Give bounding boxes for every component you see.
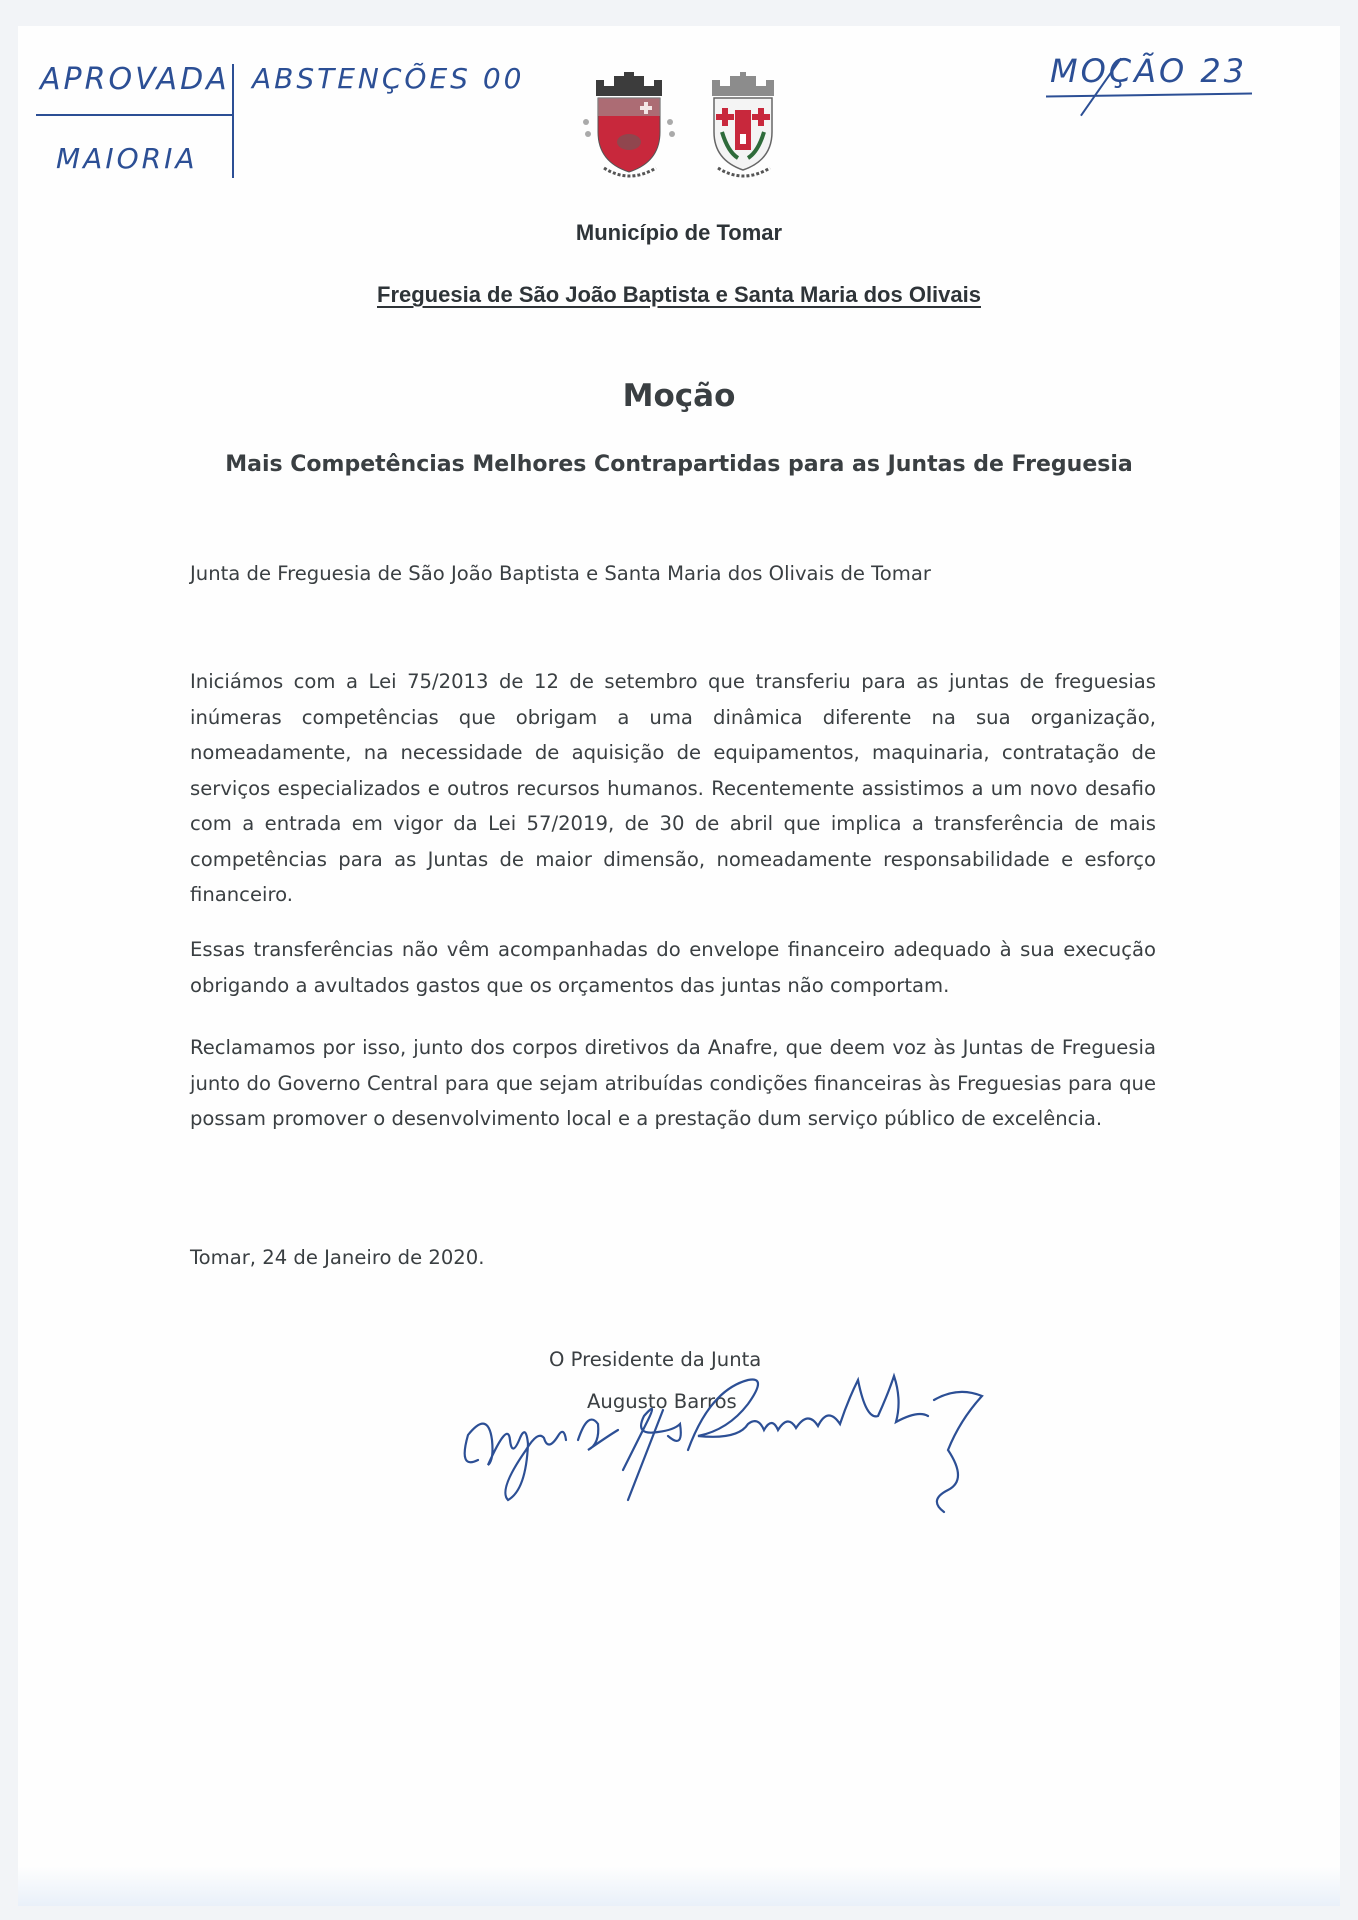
- handwritten-divider-vertical: [232, 64, 234, 178]
- paragraph: Iniciámos com a Lei 75/2013 de 12 de setembro que transferiu para as juntas de freguesias inúmeras competências que obrigam a uma dinâmica diferente na sua organização, nomeadamente, na necessidade de aquisição de equipamentos, maquinaria, contratação de serviços especializados e outros recursos humanos. Recentemente assistimos a um novo desafio com a entrada em vigor da Lei 57/2019, de 30 de abril que implica a transferência de mais competências para as Juntas de maior dimensão, nomeadamente responsabilidade e esforço financeiro.: [190, 670, 1156, 906]
- municipality-heading: Município de Tomar: [575, 220, 783, 245]
- handwritten-signature: [448, 1340, 1048, 1520]
- handwritten-divider-horizontal: [36, 114, 232, 116]
- paragraph: Essas transferências não vêm acompanhadas do envelope financeiro adequado à sua execução obrigando a avultados gastos que os orçamentos das juntas não comportam.: [190, 938, 1156, 997]
- document-subtitle: Mais Competências Melhores Contrapartidas para as Juntas de Freguesia: [225, 452, 1133, 477]
- crest-sao-joao-baptista-icon: [574, 72, 684, 182]
- parish-heading: [0, 282, 1358, 308]
- handwritten-result-value: MAIORIA: [56, 142, 198, 175]
- paragraph: Reclamamos por isso, junto dos corpos diretivos da Anafre, que deem voz às Juntas de Freguesia junto do Governo Central para que sejam atribuídas condições financeiras às Freguesias para que possam promover o desenvolvimento local e a prestação dum serviço público de excelência.: [190, 1036, 1156, 1130]
- signatory-name: Augusto Barros: [587, 1390, 737, 1413]
- handwritten-abstentions: ABSTENÇÕES 00: [252, 62, 525, 95]
- document-title: Moção: [622, 378, 736, 414]
- handwritten-result-label: APROVADA: [40, 62, 230, 97]
- parish-heading-text: Freguesia de São João Baptista e Santa Maria dos Olivais: [377, 282, 981, 307]
- crest-santa-maria-dos-olivais-icon: [688, 72, 798, 182]
- handwritten-motion-number: MOÇÃO 23: [1050, 52, 1248, 90]
- scan-edge: [18, 1866, 1340, 1906]
- addressee: Junta de Freguesia de São João Baptista e Santa Maria dos Olivais de Tomar: [190, 562, 931, 585]
- signatory-role: O Presidente da Junta: [549, 1348, 762, 1371]
- closing-date: Tomar, 24 de Janeiro de 2020.: [190, 1246, 485, 1269]
